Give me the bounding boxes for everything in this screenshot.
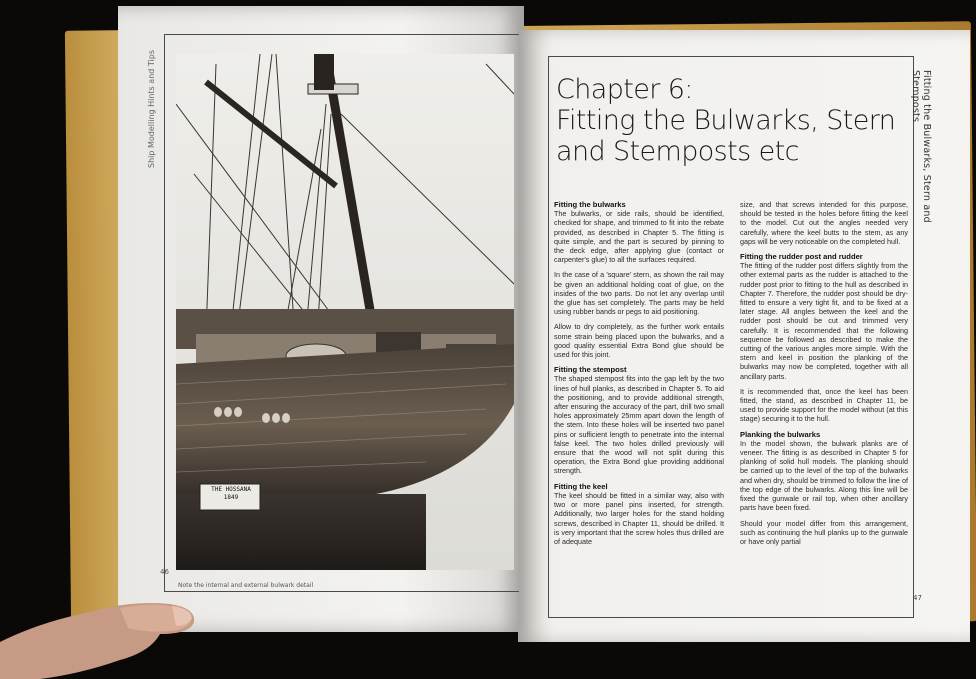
left-running-head: Ship Modelling Hints and Tips [147,49,156,168]
paragraph: The bulwarks, or side rails, should be identified, checked for shape, and trimmed to fit into the rebate provided, as described in Chapter 5. The fitting is quite simple, and the part is secured by pinning to the deck edge, after applying glue (contact or carpenter's glue) to all the surfaces required. [554,209,724,265]
ship-model-photo [176,54,514,570]
section-heading: Fitting the stempost [554,365,627,375]
chapter-title-line: Fitting the Bulwarks, Stern [556,105,896,136]
paragraph: The fitting of the rudder post differs slightly from the other external parts as the rudder is attached to the rudder post prior to fitting to the hull as described in Chapter 7. Therefore, the rudder post should be dry-fitted to ensure a very tight fit, and to be fixed at a later stage. All angles between the keel and the rudder post should be cut and trimmed very carefully. It is recommended that the following sequence be followed as described to make the cutting of the various angles more simple. With the stern and keel in position the planking of the bulwarks may now be completed, together with all ancillary parts. [740,261,908,381]
paragraph: It is recommended that, once the keel has been fitted, the stand, as described in Chapter 11, be used to provide support for the model without (at this stage) securing it to the hull. [740,386,908,424]
paragraph: The shaped stempost fits into the gap left by the two lines of hull planks, as described in Chapter 5. To aid the positioning, and to provide additional strength, after ensuring the accuracy of the part, drill two small holes approximately 25mm apart down the length of the stem. Into these holes will be inserted two panel pins or sufficient length to penetrate into the internal false keel. The two holes drilled previously will ensure that the wood will not split during this operation, the Extra Bond glue providing additional strength. [554,374,724,476]
paragraph: Allow to dry completely, as the further work entails some strain being placed upon the bulwarks, and a good quality essential Extra Bond glue should be used for this joint. [554,322,724,360]
right-page-number: 47 [913,594,922,602]
left-page-number: 46 [160,568,169,576]
text-column-left [554,200,724,552]
nameplate-year: 1849 [223,494,239,501]
photo-caption: Note the internal and external bulwark detail [178,582,314,589]
paragraph: The keel should be fitted in a similar way, also with two or more panel pins inserted, for strength. Additionally, two larger holes for the stand holding screws, described in Chapter 11, should be drilled. It is very important that the screw holes thus drilled are of adequate [554,490,724,546]
text-column-right [740,200,908,552]
section-heading: Fitting the bulwarks [554,200,626,209]
paragraph: size, and that screws intended for this purpose, should be tested in the holes before fitting the keel to the model. Cut out the angles needed very carefully, where the keel butts to the stem, as any gaps will be very noticeable on the completed hull. [740,200,908,246]
chapter-title-line: Chapter 6: [556,74,693,105]
paragraph: In the model shown, the bulwark planks are of veneer. The fitting is as described in Chapter 5 for planking of solid hull models. The planking should be carried up to the level of the top of the bulwarks and when dry, should be trimmed to follow the line of the top edge of the bulwarks. Along this line will be fixed the gunwale or rail top, when other ancillary parts have been fixed. [740,438,908,513]
chapter-title-line: and Stemposts etc [556,136,799,167]
section-heading: Fitting the rudder post and rudder [740,252,863,262]
paragraph: Should your model differ from this arrangement, such as continuing the hull planks up to the gunwale or have only partial [740,518,908,546]
right-running-head: Fitting the Bulwarks, Stern and Stemposts [910,70,932,223]
chapter-title [556,74,896,167]
nameplate-label: THE HOSSANA [211,486,251,493]
section-heading: Fitting the keel [554,481,608,491]
hand-holding-page [0,582,200,679]
section-heading: Planking the bulwarks [740,429,821,439]
paragraph: In the case of a 'square' stern, as shown the rail may be given an additional holding coat of glue, on the insides of the two parts. Do not let any overlap until the glue has set completely. The parts may be held using rubber bands or pegs to aid positioning. [554,270,724,317]
